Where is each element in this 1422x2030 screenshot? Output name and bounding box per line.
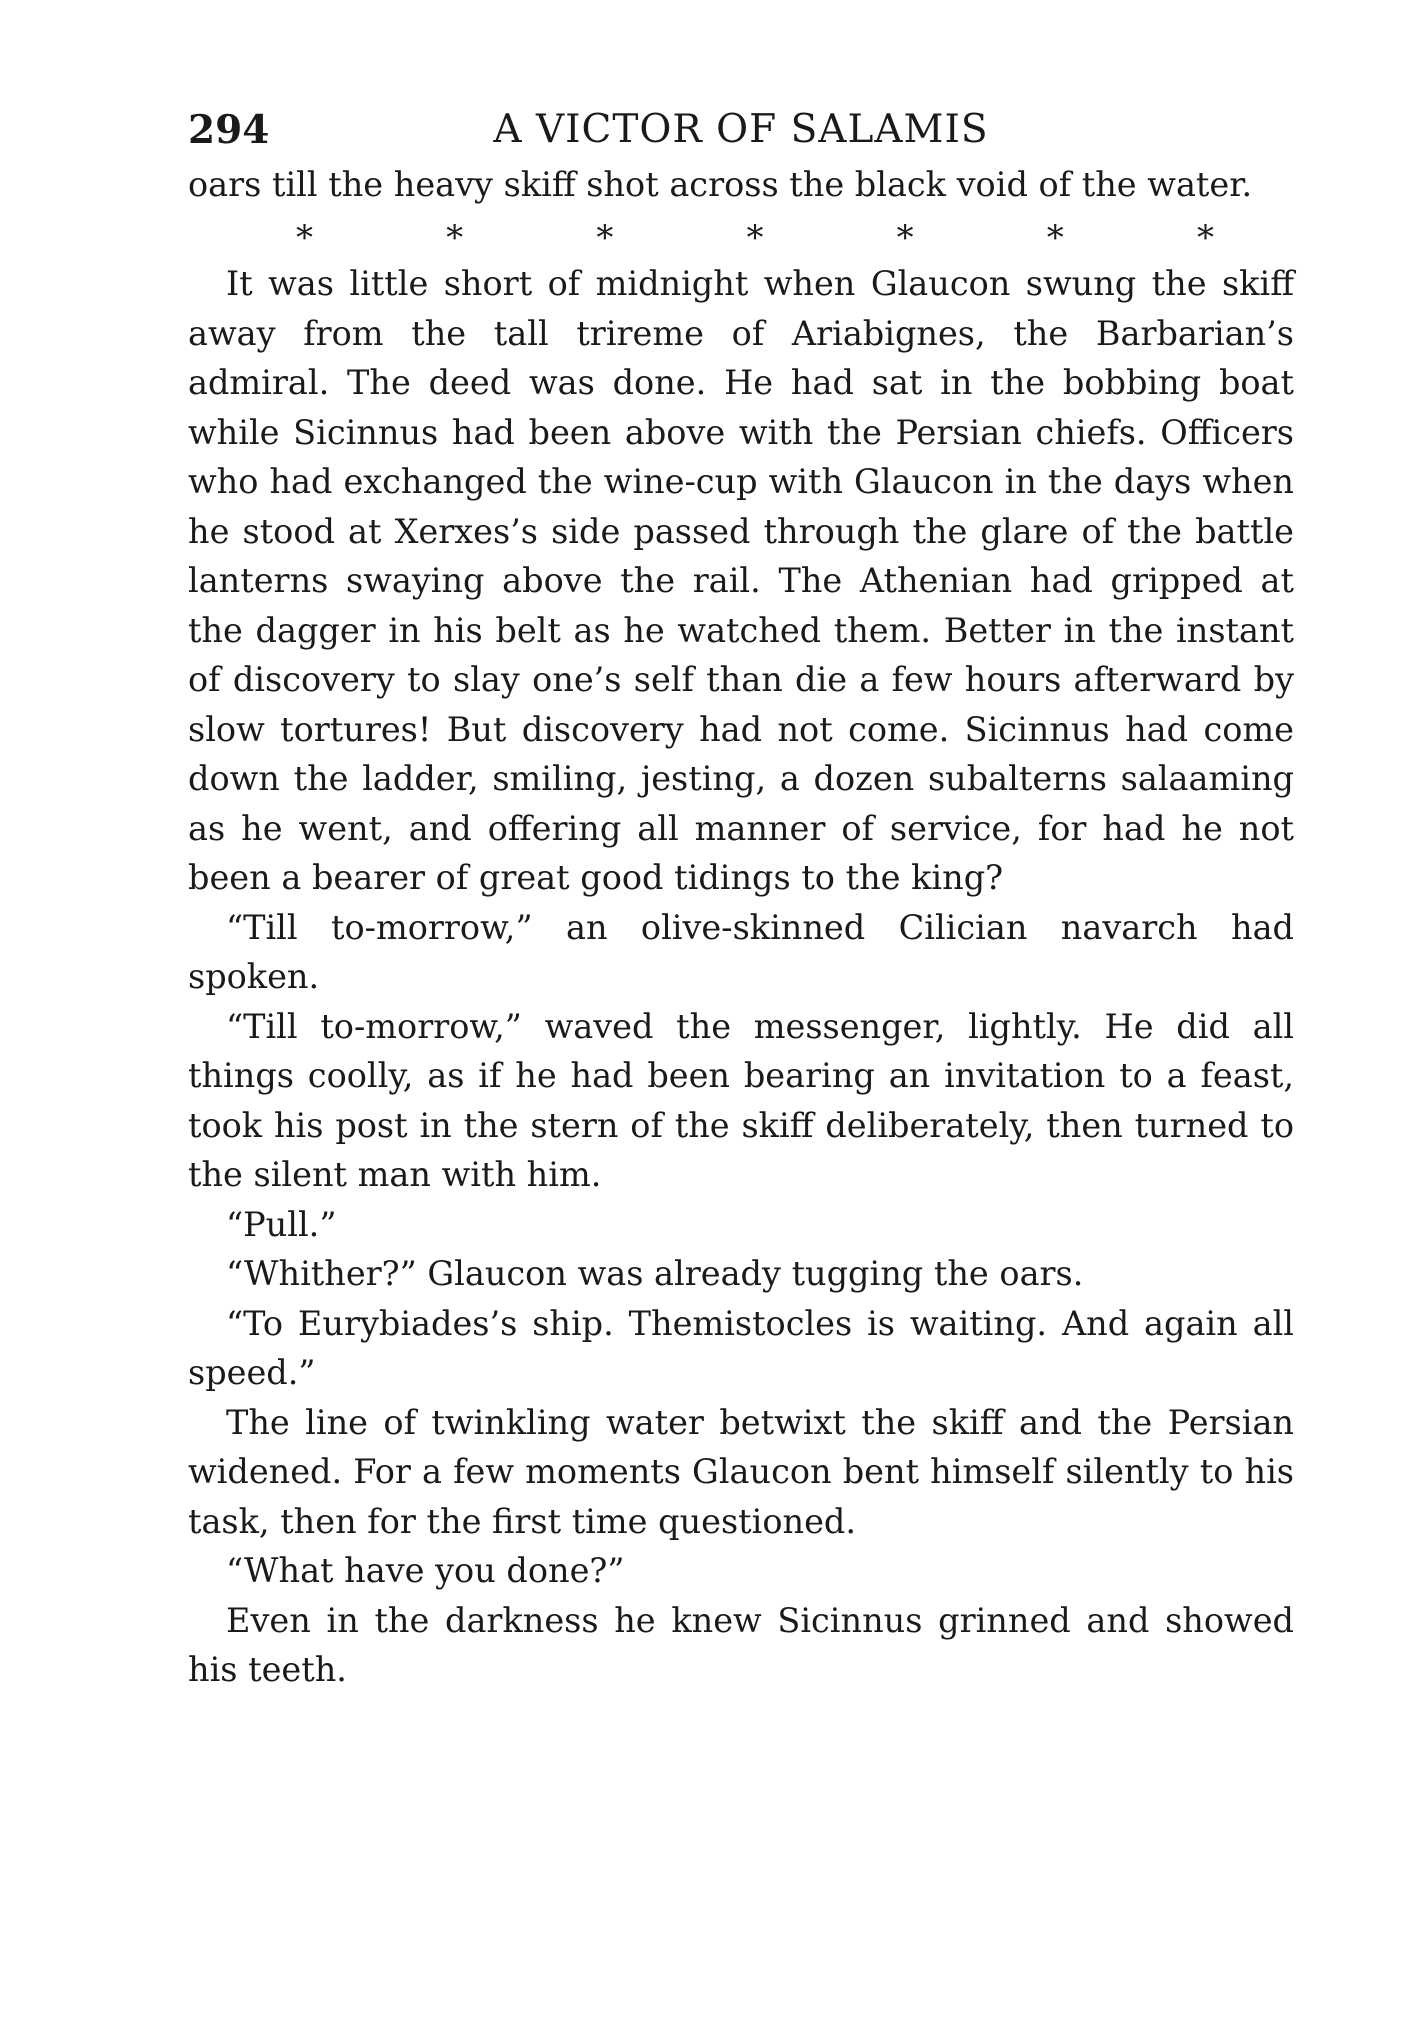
asterisk: * xyxy=(596,217,614,258)
body-text xyxy=(188,160,1294,1695)
section-break xyxy=(188,210,1294,260)
paragraph: “Whither?” Glaucon was already tugging the oars. xyxy=(226,1254,1084,1293)
asterisk: * xyxy=(296,217,313,258)
paragraph: “What have you done?” xyxy=(226,1551,625,1590)
asterisk: * xyxy=(1046,217,1064,258)
paragraph: “Till to-morrow,” an olive-skinned Cilician navarch had spoken. xyxy=(188,907,1294,996)
paragraph: The line of twinkling water betwixt the skiff and the Persian widened. For a few moments Glaucon bent himself silently to his task, then for the first time questioned. xyxy=(188,1402,1294,1541)
paragraph: It was little short of midnight when Glaucon swung the skiff away from the tall trireme of Ariabignes, the Barbarian’s admiral. The deed was done. He had sat in the bobbing boat while Sicinnus had been above with the Persian chiefs. Officers who had exchanged the wine-cup with Glaucon in the days when he stood at Xerxes’s side passed through the glare of the battle lanterns swaying above the rail. The Athenian had gripped at the dagger in his belt as he watched them. Better in the instant of discovery to slay one’s self than die a few hours afterward by slow tortures! But discovery had not come. Sicinnus had come down the ladder, smiling, jesting, a dozen subalterns salaaming as he went, and offering all manner of service, for had he not been a bearer of great good tidings to the king? xyxy=(188,264,1294,897)
asterisk: * xyxy=(896,217,914,258)
paragraph: “Pull.” xyxy=(226,1204,337,1244)
paragraph: “To Eurybiades’s ship. Themistocles is waiting. And again all speed.” xyxy=(188,1303,1294,1392)
page-header xyxy=(188,100,1294,160)
page-number: 294 xyxy=(188,107,270,153)
running-title: A VICTOR OF SALAMIS xyxy=(493,107,989,152)
book-page xyxy=(188,100,1294,1695)
asterisk: * xyxy=(446,217,464,258)
asterisk: * xyxy=(1196,217,1214,258)
paragraph: oars till the heavy skiff shot across the black void of the water. xyxy=(188,165,1253,204)
asterisk: * xyxy=(746,217,764,258)
paragraph: “Till to-morrow,” waved the messenger, lightly. He did all things coolly, as if he had been bearing an invitation to a feast, took his post in the stern of the skiff deliberately, then turned to the silent man with him. xyxy=(188,1006,1294,1194)
paragraph: Even in the darkness he knew Sicinnus grinned and showed his teeth. xyxy=(188,1600,1294,1689)
